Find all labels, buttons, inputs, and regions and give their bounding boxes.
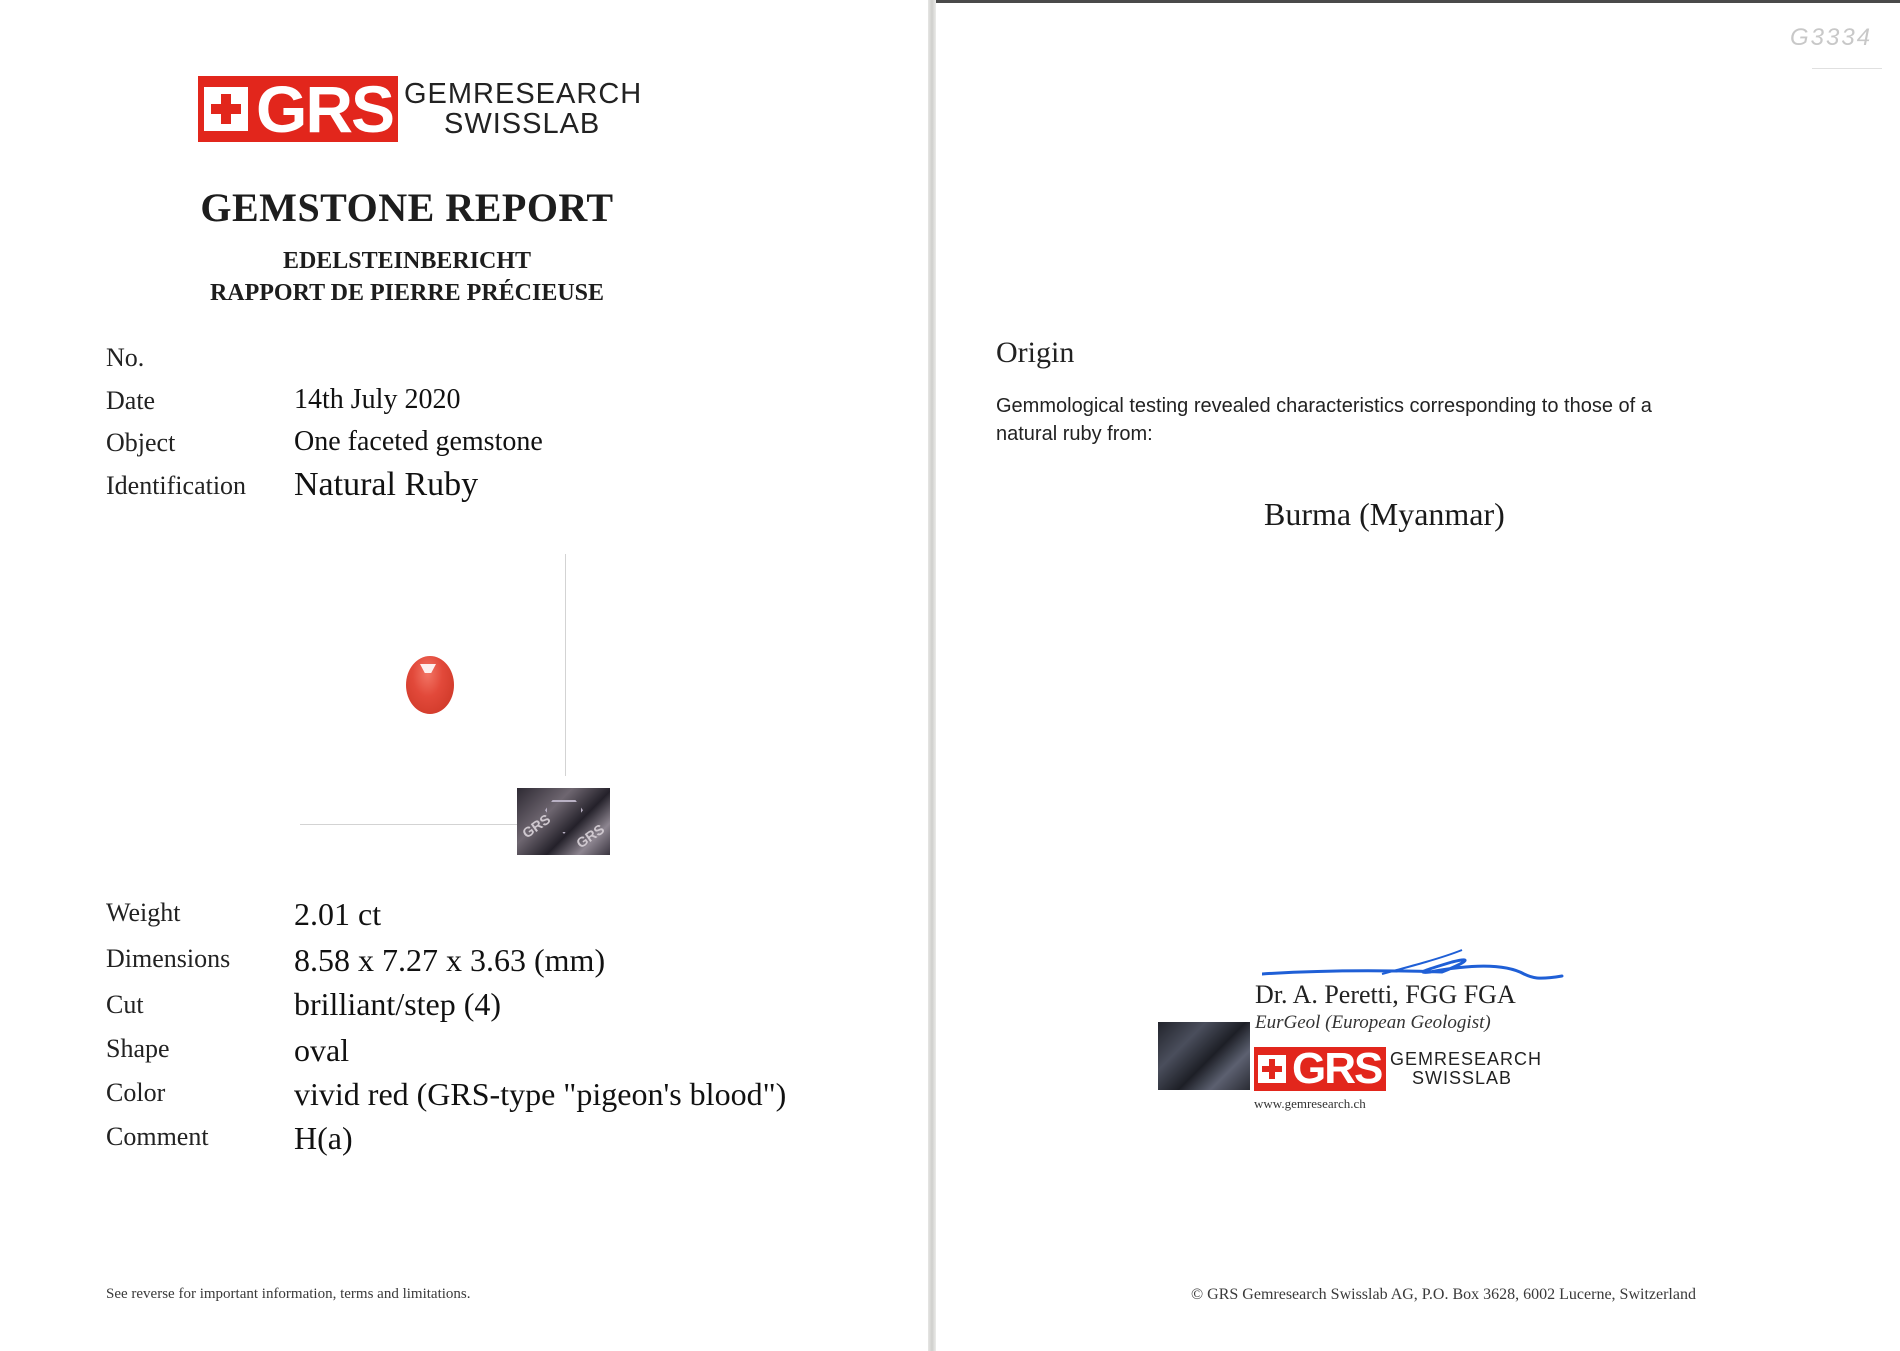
grs-logo-wordmark <box>1390 1050 1542 1088</box>
signatory-title: EurGeol (European Geologist) <box>1255 1012 1491 1033</box>
signature-grs-logo <box>1254 1044 1543 1093</box>
copyright-footer: © GRS Gemresearch Swisslab AG, P.O. Box 3628, 6002 Lucerne, Switzerland <box>1191 1286 1696 1303</box>
color-value: vivid red (GRS-type "pigeon's blood") <box>294 1076 787 1112</box>
logo-line-gemresearch: GEMRESEARCH <box>1390 1049 1543 1070</box>
date-value: 14th July 2020 <box>294 384 461 415</box>
dimensions-value: 8.58 x 7.27 x 3.63 (mm) <box>294 942 606 978</box>
signatory-name: Dr. A. Peretti, FGG FGA <box>1255 980 1516 1009</box>
right-page <box>934 0 1900 1351</box>
no-label: No. <box>106 343 145 372</box>
color-label: Color <box>106 1078 166 1107</box>
grs-logo-brand: GRS <box>256 72 394 146</box>
top-rule <box>934 0 1900 3</box>
diamond-icon <box>545 800 583 834</box>
origin-heading: Origin <box>996 336 1075 369</box>
logo-line-swisslab: SWISSLAB <box>444 108 601 140</box>
report-number-stamp: G3334 <box>1790 24 1873 51</box>
photo-guide-vertical <box>565 554 566 776</box>
report-subtitle-de: EDELSTEINBERICHT <box>282 248 532 274</box>
grs-logo-mark <box>198 72 398 146</box>
disclaimer-footer: See reverse for important information, terms and limitations. <box>106 1286 471 1302</box>
identification-value: Natural Ruby <box>294 466 479 503</box>
website-link[interactable]: www.gemresearch.ch <box>1254 1096 1366 1111</box>
shape-label: Shape <box>106 1034 170 1063</box>
report-title: GEMSTONE REPORT <box>200 185 614 230</box>
origin-description: Gemmological testing revealed characteristics corresponding to those of a natural ruby from: <box>996 395 1652 445</box>
logo-line-gemresearch: GEMRESEARCH <box>404 77 643 110</box>
weight-value: 2.01 ct <box>294 896 382 932</box>
hologram-seal <box>517 788 610 855</box>
report-subtitle-fr: RAPPORT DE PIERRE PRÉCIEUSE <box>209 280 605 306</box>
object-value: One faceted gemstone <box>294 426 543 457</box>
signature-hologram <box>1158 1022 1250 1090</box>
swiss-cross-icon <box>204 87 248 131</box>
hologram-text: GRS <box>573 820 608 852</box>
shape-value: oval <box>294 1032 350 1068</box>
hologram-text: GRS <box>519 810 554 842</box>
dimensions-label: Dimensions <box>106 944 231 973</box>
comment-value: H(a) <box>294 1120 353 1156</box>
cut-value: brilliant/step (4) <box>294 986 502 1022</box>
weight-label: Weight <box>106 898 181 927</box>
page-fold <box>928 0 936 1351</box>
cut-label: Cut <box>106 990 144 1019</box>
object-label: Object <box>106 428 176 457</box>
grs-logo-wordmark <box>404 79 642 140</box>
grs-logo-mark <box>1254 1044 1386 1093</box>
grs-logo <box>198 72 643 146</box>
grs-logo-brand: GRS <box>1292 1044 1382 1093</box>
date-label: Date <box>106 386 156 415</box>
origin-country: Burma (Myanmar) <box>1264 496 1505 532</box>
comment-label: Comment <box>106 1122 209 1151</box>
swiss-cross-icon <box>1258 1055 1286 1083</box>
stamp-underline <box>1812 68 1882 69</box>
photo-guide-horizontal <box>300 824 526 825</box>
identification-label: Identification <box>106 471 247 500</box>
logo-line-swisslab: SWISSLAB <box>1412 1068 1513 1088</box>
